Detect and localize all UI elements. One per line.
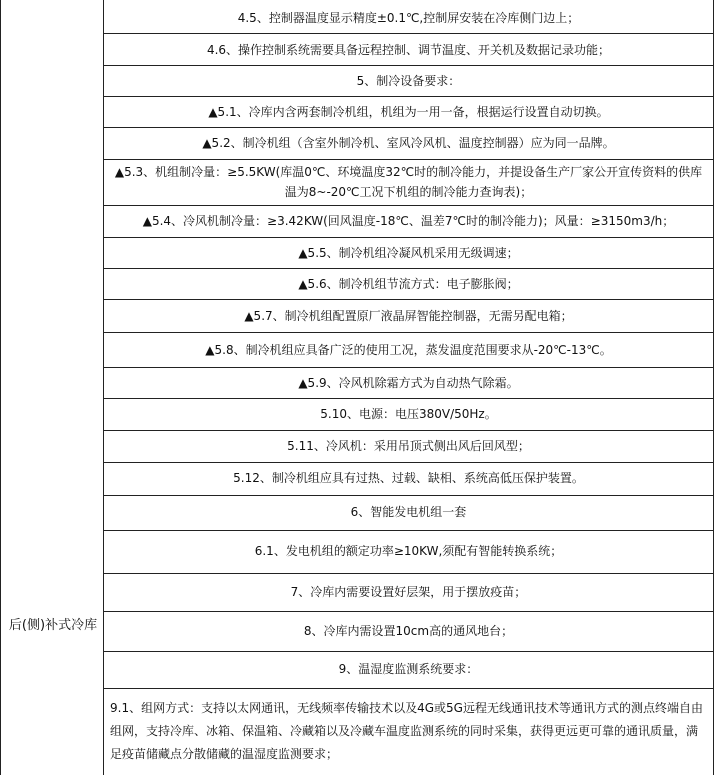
spec-row: 6、智能发电机组一套 [350, 505, 467, 519]
spec-row: ▲5.7、制冷机组配置原厂液晶屏智能控制器，无需另配电箱； [244, 309, 573, 323]
spec-row: ▲5.3、机组制冷量：≥5.5KW(库温0℃、环境温度32℃时的制冷能力，并提设备生产厂家公开宣传资料的供库温为8~-20℃工况下机组的制冷能力查询表)； [114, 165, 703, 199]
spec-row: 5.11、冷风机：采用吊顶式侧出风后回风型； [287, 439, 530, 453]
row-divider [103, 33, 714, 34]
row-divider [103, 651, 714, 652]
spec-row: ▲5.2、制冷机组（含室外制冷机、室风冷风机、温度控制器）应为同一品牌。 [202, 136, 615, 150]
row-divider [103, 573, 714, 574]
table-border-left [0, 0, 1, 775]
row-divider [103, 367, 714, 368]
spec-row: 4.6、操作控制系统需要具备远程控制、调节温度、开关机及数据记录功能； [206, 43, 611, 57]
row-divider [103, 127, 714, 128]
row-divider [103, 65, 714, 66]
spec-row: ▲5.9、冷风机除霜方式为自动热气除霜。 [298, 376, 519, 390]
row-divider [103, 237, 714, 238]
row-divider [103, 205, 714, 206]
row-divider [103, 430, 714, 431]
row-divider [103, 398, 714, 399]
row-divider [103, 495, 714, 496]
row-divider [103, 462, 714, 463]
spec-row: 6.1、发电机组的额定功率≥10KW,须配有智能转换系统； [254, 544, 563, 558]
row-divider [103, 268, 714, 269]
row-divider [103, 159, 714, 160]
spec-row: 9、温湿度监测系统要求： [338, 662, 479, 676]
row-divider [103, 688, 714, 689]
spec-row: ▲5.1、冷库内含两套制冷机组，机组为一用一备，根据运行设置自动切换。 [208, 105, 609, 119]
spec-row: 5.12、制冷机组应具有过热、过载、缺相、系统高低压保护装置。 [233, 471, 584, 485]
row-divider [103, 299, 714, 300]
spec-row: 4.5、控制器温度显示精度±0.1℃,控制屏安装在冷库侧门边上； [237, 11, 580, 25]
spec-row: ▲5.5、制冷机组冷凝风机采用无级调速； [298, 246, 519, 260]
spec-row: 8、冷库内需设置10cm高的通风地台； [303, 624, 514, 638]
row-divider [103, 530, 714, 531]
spec-row: ▲5.8、制冷机组应具备广泛的使用工况，蒸发温度范围要求从-20℃-13℃。 [205, 343, 612, 357]
spec-row: 5、制冷设备要求： [356, 74, 461, 88]
row-divider [103, 332, 714, 333]
spec-row: 9.1、组网方式：支持以太网通讯，无线频率传输技术以及4G或5G远程无线通讯技术等通讯方式的测点终端自由组网，支持冷库、冰箱、保温箱、冷藏箱以及冷藏车温度监测系统的同时采集，获得更远更可靠的通讯质量，满足疫苗储藏点分散储藏的温湿度监测要求； [110, 701, 703, 761]
spec-row: 5.10、电源：电压380V/50Hz。 [320, 407, 497, 421]
row-divider [103, 611, 714, 612]
spec-row: ▲5.4、冷风机制冷量：≥3.42KW(回风温度-18℃、温差7℃时的制冷能力)；风量：≥3150m3/h； [142, 214, 675, 228]
category-label: 后(侧)补式冷库 [8, 618, 98, 633]
row-divider [103, 96, 714, 97]
spec-row: 7、冷库内需要设置好层架，用于摆放疫苗； [290, 585, 527, 599]
spec-row: ▲5.6、制冷机组节流方式：电子膨胀阀； [298, 277, 519, 291]
